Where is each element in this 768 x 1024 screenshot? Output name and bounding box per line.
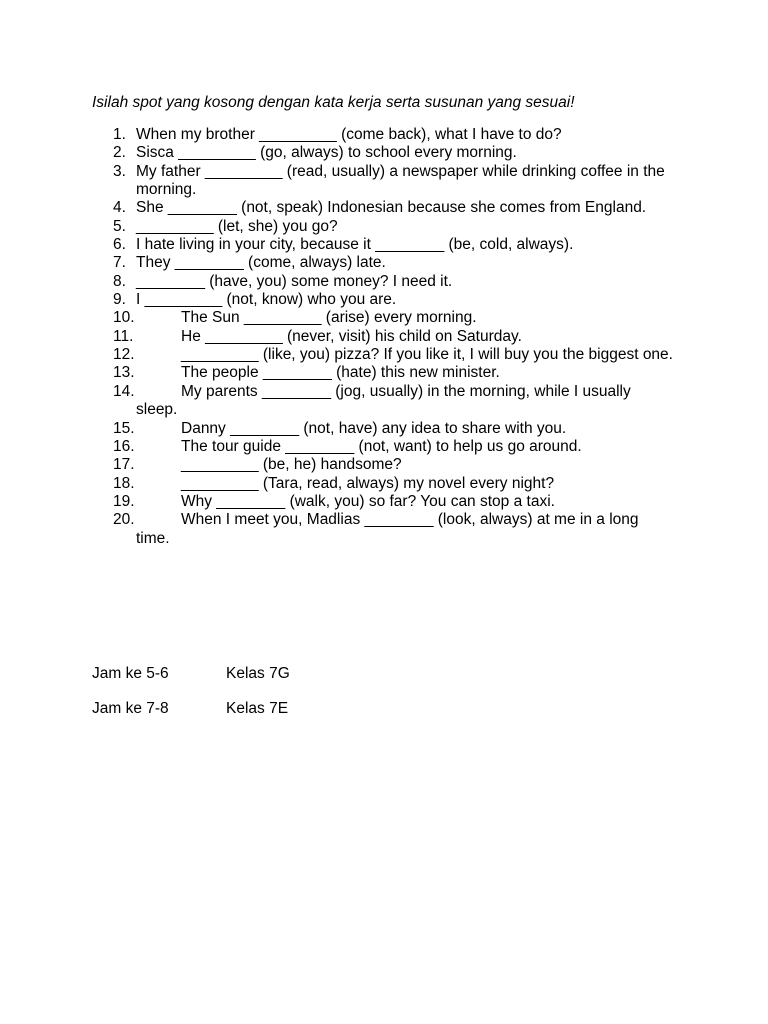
exercise-item <box>0 364 768 382</box>
exercise-text: ________ (have, you) some money? I need it. <box>136 272 453 290</box>
exercise-text: The tour guide ________ (not, want) to help us go around. <box>181 437 582 455</box>
exercise-number: 12. <box>113 346 135 364</box>
exercise-number: 9. <box>113 291 126 309</box>
exercise-number: 8. <box>113 272 126 290</box>
exercise-number: 16. <box>113 437 135 455</box>
exercise-text: I _________ (not, know) who you are. <box>136 291 397 309</box>
schedule-kelas: Kelas 7E <box>226 700 289 717</box>
exercise-number: 10. <box>113 309 135 327</box>
exercise-text: He _________ (never, visit) his child on Saturday. <box>181 327 522 345</box>
exercise-text: _________ (let, she) you go? <box>136 217 338 235</box>
exercise-item <box>0 346 768 364</box>
exercise-number: 15. <box>113 419 135 437</box>
exercise-item <box>0 291 768 309</box>
exercise-text: My parents ________ (jog, usually) in the morning, while I usually sleep. <box>136 382 636 419</box>
exercise-text: When I meet you, Madlias ________ (look, always) at me in a long time. <box>136 511 643 547</box>
exercise-text: Why ________ (walk, you) so far? You can stop a taxi. <box>181 492 555 510</box>
exercise-number: 4. <box>113 199 126 217</box>
exercise-number: 5. <box>113 217 126 235</box>
exercise-item <box>0 456 768 474</box>
exercise-number: 19. <box>113 492 135 510</box>
exercise-item <box>0 199 768 217</box>
exercise-text: Danny ________ (not, have) any idea to share with you. <box>181 419 567 437</box>
exercise-item <box>0 163 768 200</box>
exercise-number: 7. <box>113 254 126 272</box>
exercise-text: Sisca _________ (go, always) to school every morning. <box>136 144 517 162</box>
exercise-number: 11. <box>113 327 134 345</box>
exercise-item <box>0 273 768 291</box>
exercise-item <box>0 475 768 493</box>
exercise-item <box>0 511 768 548</box>
exercise-number: 2. <box>113 144 126 162</box>
instruction-text: Isilah spot yang kosong dengan kata kerja serta susunan yang sesuai! <box>92 94 575 111</box>
exercise-number: 3. <box>113 162 126 180</box>
exercise-item <box>0 309 768 327</box>
exercise-item <box>0 144 768 162</box>
schedule-row-1 <box>92 665 290 683</box>
exercise-text: She ________ (not, speak) Indonesian because she comes from England. <box>136 199 647 217</box>
exercise-number: 17. <box>113 456 135 474</box>
schedule-jam: Jam ke 7-8 <box>92 700 169 717</box>
exercise-text: I hate living in your city, because it ________ (be, cold, always). <box>136 236 574 254</box>
exercise-number: 6. <box>113 236 126 254</box>
exercise-text: The people ________ (hate) this new minister. <box>181 364 500 382</box>
exercise-item <box>0 254 768 272</box>
exercise-text: They ________ (come, always) late. <box>136 254 386 272</box>
exercise-item <box>0 493 768 511</box>
schedule-jam: Jam ke 5-6 <box>92 665 169 682</box>
exercise-item <box>0 328 768 346</box>
exercise-number: 14. <box>113 382 135 400</box>
exercise-list <box>0 126 768 548</box>
exercise-number: 1. <box>113 126 126 143</box>
exercise-number: 18. <box>113 474 135 492</box>
exercise-item <box>0 383 768 420</box>
exercise-item <box>0 420 768 438</box>
exercise-item <box>0 126 768 144</box>
exercise-text: _________ (like, you) pizza? If you like it, I will buy you the biggest one. <box>181 346 673 364</box>
exercise-item <box>0 236 768 254</box>
exercise-text: _________ (be, he) handsome? <box>181 456 402 474</box>
exercise-number: 20. <box>113 511 135 529</box>
exercise-text: The Sun _________ (arise) every morning. <box>181 309 477 327</box>
exercise-item <box>0 218 768 236</box>
exercise-number: 13. <box>113 364 135 382</box>
exercise-item <box>0 438 768 456</box>
exercise-text: My father _________ (read, usually) a newspaper while drinking coffee in the morning. <box>136 162 670 199</box>
exercise-text: When my brother _________ (come back), what I have to do? <box>136 126 562 143</box>
exercise-text: _________ (Tara, read, always) my novel every night? <box>181 474 555 492</box>
schedule-kelas: Kelas 7G <box>226 665 290 682</box>
schedule-row-2 <box>92 700 288 718</box>
